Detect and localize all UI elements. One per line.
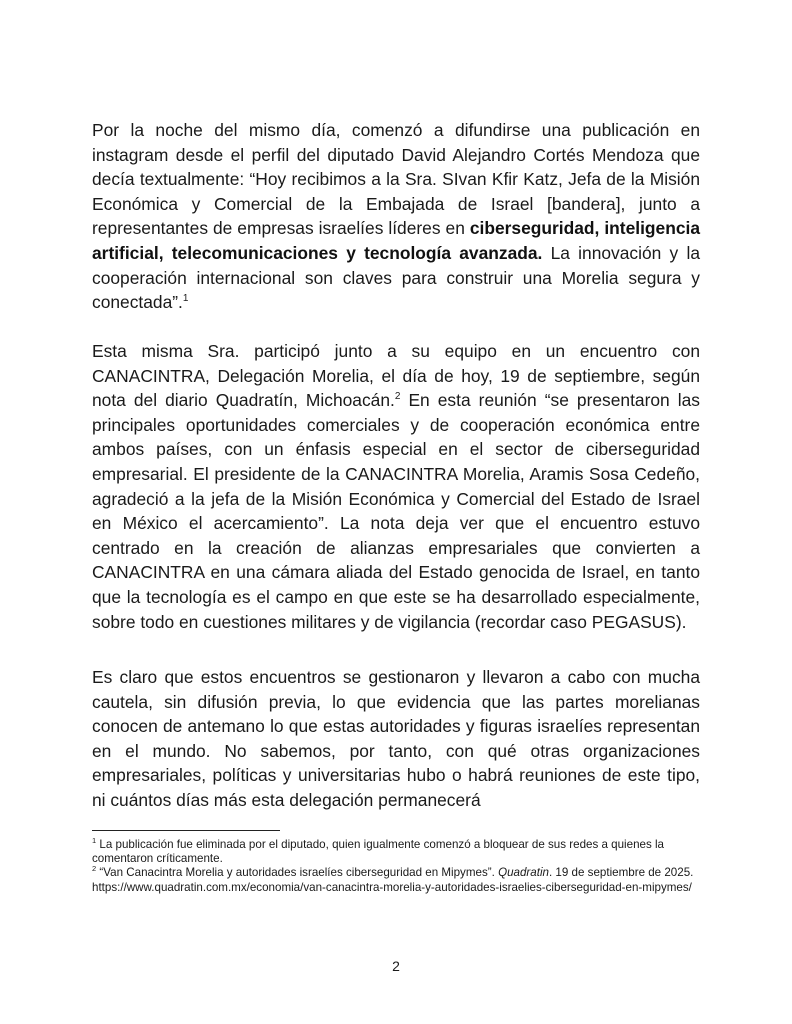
- paragraph-text: En esta reunión “se presentaron las principales oportunidades comerciales y de cooperación económica entre ambos países, con un énfasis especial en el sector de ciberseguridad empresarial. El presidente de la CANACINTRA Morelia, Aramis Sosa Cedeño, agradeció a la jefa de la Misión Económica y Comercial del Estado de Israel en México el acercamiento”. La nota deja ver que el encuentro estuvo centrado en la creación de alianzas empresariales que convierten a CANACINTRA en una cámara aliada del Estado genocida de Israel, en tanto que la tecnología es el campo en que este se ha desarrollado especialmente, sobre todo en cuestiones militares y de vigilancia (recordar caso PEGASUS).: [92, 390, 700, 632]
- footnote-2: [92, 866, 702, 880]
- paragraph-text: La innovación y la cooperación internacional son claves para construir una Morelia segura y conectada”.: [92, 242, 700, 313]
- source-url-link[interactable]: https://www.quadratin.com.mx/economia/van-canacintra-morelia-y-autoridades-israelies-ciberseguridad-en-mipymes/: [92, 880, 692, 894]
- paragraph-meetings-caution: [92, 665, 700, 813]
- paragraph-text: Es claro que estos encuentros se gestionaron y llevaron a cabo con mucha cautela, sin difusión previa, lo que evidencia que las partes morelianas conocen de antemano lo que estas autoridades y figuras israelíes representan en el mundo. No sabemos, por tanto, con qué otras organizaciones empresariales, políticas y universitarias hubo o habrá reuniones de este tipo, ni cuántos días más esta delegación permanecerá: [92, 667, 700, 810]
- paragraph-text: Por la noche del mismo día, comenzó a difundirse una publicación en instagram desde el perfil del diputado David Alejandro Cortés Mendoza que decía textualmente: “Hoy recibimos a la Sra. SIvan Kfir Katz, Jefa de la Misión Económica y Comercial de la Embajada de Israel [bandera], junto a representantes de empresas israelíes líderes en: [92, 120, 700, 239]
- footnote-text: . 19 de septiembre de 2025.: [548, 866, 694, 880]
- footnote-text: La publicación fue eliminada por el diputado, quien igualmente comenzó a bloquear de sus redes a quienes la comentaron críticamente.: [92, 838, 665, 866]
- paragraph-text: Esta misma Sra. participó junto a su equipo en un encuentro con CANACINTRA, Delegación Morelia, el día de hoy, 19 de septiembre, según nota del diario Quadratín, Michoacán.: [92, 341, 700, 411]
- source-title: Quadratin: [498, 866, 549, 880]
- paragraph-instagram-post: [92, 118, 700, 315]
- bold-technologies-text: ciberseguridad, inteligencia artificial, telecomunicaciones y tecnología avanzada.: [92, 218, 700, 263]
- footnotes-section: [92, 838, 702, 895]
- footnote-divider: [92, 830, 280, 831]
- footnote-reference-2[interactable]: 2: [394, 391, 401, 403]
- footnote-number: 1: [92, 836, 97, 846]
- paragraph-canacintra-meeting: [92, 339, 700, 634]
- footnote-text: “Van Canacintra Morelia y autoridades israelíes ciberseguridad en Mipymes”.: [96, 866, 499, 880]
- page-number: 2: [392, 958, 400, 974]
- footnote-reference-1[interactable]: 1: [182, 293, 189, 305]
- footnote-1: [92, 838, 702, 866]
- footnote-number: 2: [92, 864, 97, 874]
